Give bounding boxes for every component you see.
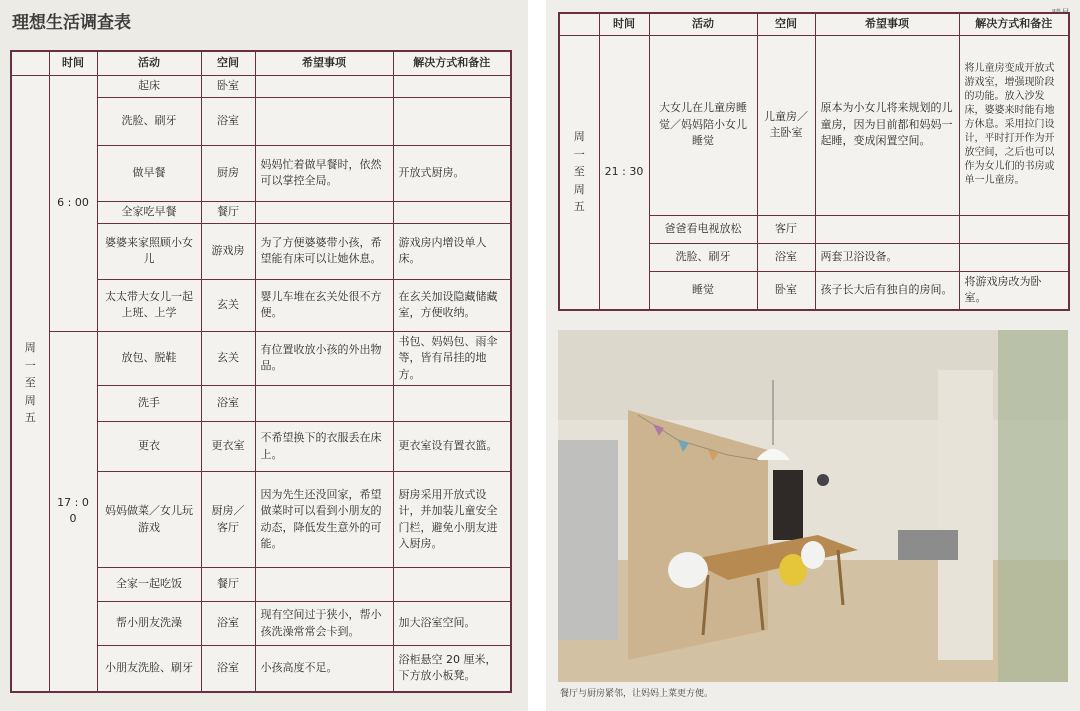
header-activity: 活动 (649, 13, 757, 35)
page-title: 理想生活调查表 (12, 13, 131, 33)
header-solution: 解决方式和备注 (393, 51, 511, 75)
space-cell: 卧室 (201, 75, 255, 97)
solution-cell: 游戏房内增设单人床。 (393, 223, 511, 279)
right-page (546, 0, 1080, 711)
activity-cell: 睡觉 (649, 271, 757, 310)
hope-cell (255, 75, 393, 97)
time-cell-night: 21 : 30 (599, 35, 649, 310)
hope-cell (255, 97, 393, 145)
solution-cell: 在玄关加设隐藏储藏室，方便收纳。 (393, 279, 511, 331)
space-cell: 玄关 (201, 279, 255, 331)
solution-cell: 将游戏房改为卧室。 (959, 271, 1069, 310)
space-cell: 卧室 (757, 271, 815, 310)
header-time: 时间 (599, 13, 649, 35)
header-day (11, 51, 49, 75)
activity-cell: 洗脸、刷牙 (649, 243, 757, 271)
header-solution: 解决方式和备注 (959, 13, 1069, 35)
table-header-row (11, 51, 511, 75)
day-range-cell: 周 一 至 周 五 (11, 75, 49, 692)
hope-cell: 原本为小女儿将来规划的儿童房，因为目前都和妈妈一起睡，变成闲置空间。 (815, 35, 959, 215)
survey-table-right (558, 12, 1070, 311)
table-row (11, 331, 511, 386)
header-day (559, 13, 599, 35)
solution-cell (393, 201, 511, 223)
solution-cell (959, 243, 1069, 271)
space-cell: 客厅 (757, 215, 815, 243)
hope-cell: 有位置收放小孩的外出物品。 (255, 331, 393, 386)
activity-cell: 小朋友洗脸、刷牙 (97, 646, 201, 692)
solution-cell: 浴柜悬空 20 厘米，下方放小板凳。 (393, 646, 511, 692)
header-space: 空间 (757, 13, 815, 35)
table-header-row (559, 13, 1069, 35)
header-time: 时间 (49, 51, 97, 75)
activity-cell: 婆婆来家照顾小女儿 (97, 223, 201, 279)
activity-cell: 放包、脱鞋 (97, 331, 201, 386)
hope-cell: 为了方便婆婆带小孩，希望能有床可以让她休息。 (255, 223, 393, 279)
activity-cell: 全家一起吃饭 (97, 568, 201, 602)
photo-caption: 餐厅与厨房紧邻，让妈妈上菜更方便。 (560, 689, 714, 699)
time-cell-morning: 6 : 00 (49, 75, 97, 331)
space-cell: 餐厅 (201, 568, 255, 602)
hope-cell: 现有空间过于狭小，帮小孩洗澡常常会卡到。 (255, 602, 393, 646)
activity-cell: 起床 (97, 75, 201, 97)
solution-cell: 书包、妈妈包、雨伞等，皆有吊挂的地方。 (393, 331, 511, 386)
space-cell: 厨房／客厅 (201, 472, 255, 568)
solution-cell: 更衣室设有置衣篮。 (393, 422, 511, 472)
hope-cell: 小孩高度不足。 (255, 646, 393, 692)
header-space: 空间 (201, 51, 255, 75)
day-range-cell: 周 一 至 周 五 (559, 35, 599, 310)
activity-cell: 太太带大女儿一起上班、上学 (97, 279, 201, 331)
survey-table-left (10, 50, 512, 693)
solution-cell: 加大浴室空间。 (393, 602, 511, 646)
space-cell: 餐厅 (201, 201, 255, 223)
activity-cell: 大女儿在儿童房睡觉／妈妈陪小女儿睡觉 (649, 35, 757, 215)
hope-cell (255, 568, 393, 602)
activity-cell: 全家吃早餐 (97, 201, 201, 223)
activity-cell: 更衣 (97, 422, 201, 472)
space-cell: 儿童房／主卧室 (757, 35, 815, 215)
space-cell: 玄关 (201, 331, 255, 386)
activity-cell: 做早餐 (97, 145, 201, 201)
header-hope: 希望事项 (815, 13, 959, 35)
solution-cell: 厨房采用开放式设计，并加装儿童安全门栏，避免小朋友进入厨房。 (393, 472, 511, 568)
hope-cell: 妈妈忙着做早餐时，依然可以掌控全局。 (255, 145, 393, 201)
hope-cell: 孩子长大后有独自的房间。 (815, 271, 959, 310)
hope-cell: 因为先生还没回家，希望做菜时可以看到小朋友的动态，降低发生意外的可能。 (255, 472, 393, 568)
page-gutter (528, 0, 546, 711)
solution-cell (393, 568, 511, 602)
activity-cell: 洗手 (97, 386, 201, 422)
space-cell: 浴室 (201, 386, 255, 422)
solution-cell (393, 75, 511, 97)
activity-cell: 洗脸、刷牙 (97, 97, 201, 145)
activity-cell: 爸爸看电视放松 (649, 215, 757, 243)
activity-cell: 帮小朋友洗澡 (97, 602, 201, 646)
table-row (559, 35, 1069, 215)
table-row (11, 75, 511, 97)
hope-cell: 婴儿车堆在玄关处很不方便。 (255, 279, 393, 331)
activity-cell: 妈妈做菜／女儿玩游戏 (97, 472, 201, 568)
header-activity: 活动 (97, 51, 201, 75)
space-cell: 更衣室 (201, 422, 255, 472)
hope-cell: 两套卫浴设备。 (815, 243, 959, 271)
solution-cell: 将儿童房变成开放式游戏室，增强现阶段的功能。放入沙发床，婆婆来时能有地方休息。采用拉门设计，平时打开作为开放空间，之后也可以作为女儿们的书房或单一儿童房。 (959, 35, 1069, 215)
solution-cell (959, 215, 1069, 243)
dining-room-photo (558, 330, 1068, 682)
space-cell: 浴室 (201, 602, 255, 646)
hope-cell (815, 215, 959, 243)
hope-cell (255, 201, 393, 223)
solution-cell: 开放式厨房。 (393, 145, 511, 201)
solution-cell (393, 386, 511, 422)
time-cell-evening: 17 : 00 (49, 331, 97, 692)
space-cell: 浴室 (757, 243, 815, 271)
interior-photo (558, 330, 1068, 682)
solution-cell (393, 97, 511, 145)
hope-cell: 不希望换下的衣服丢在床上。 (255, 422, 393, 472)
space-cell: 浴室 (201, 97, 255, 145)
space-cell: 浴室 (201, 646, 255, 692)
space-cell: 游戏房 (201, 223, 255, 279)
header-hope: 希望事项 (255, 51, 393, 75)
hope-cell (255, 386, 393, 422)
space-cell: 厨房 (201, 145, 255, 201)
left-page (0, 0, 528, 711)
